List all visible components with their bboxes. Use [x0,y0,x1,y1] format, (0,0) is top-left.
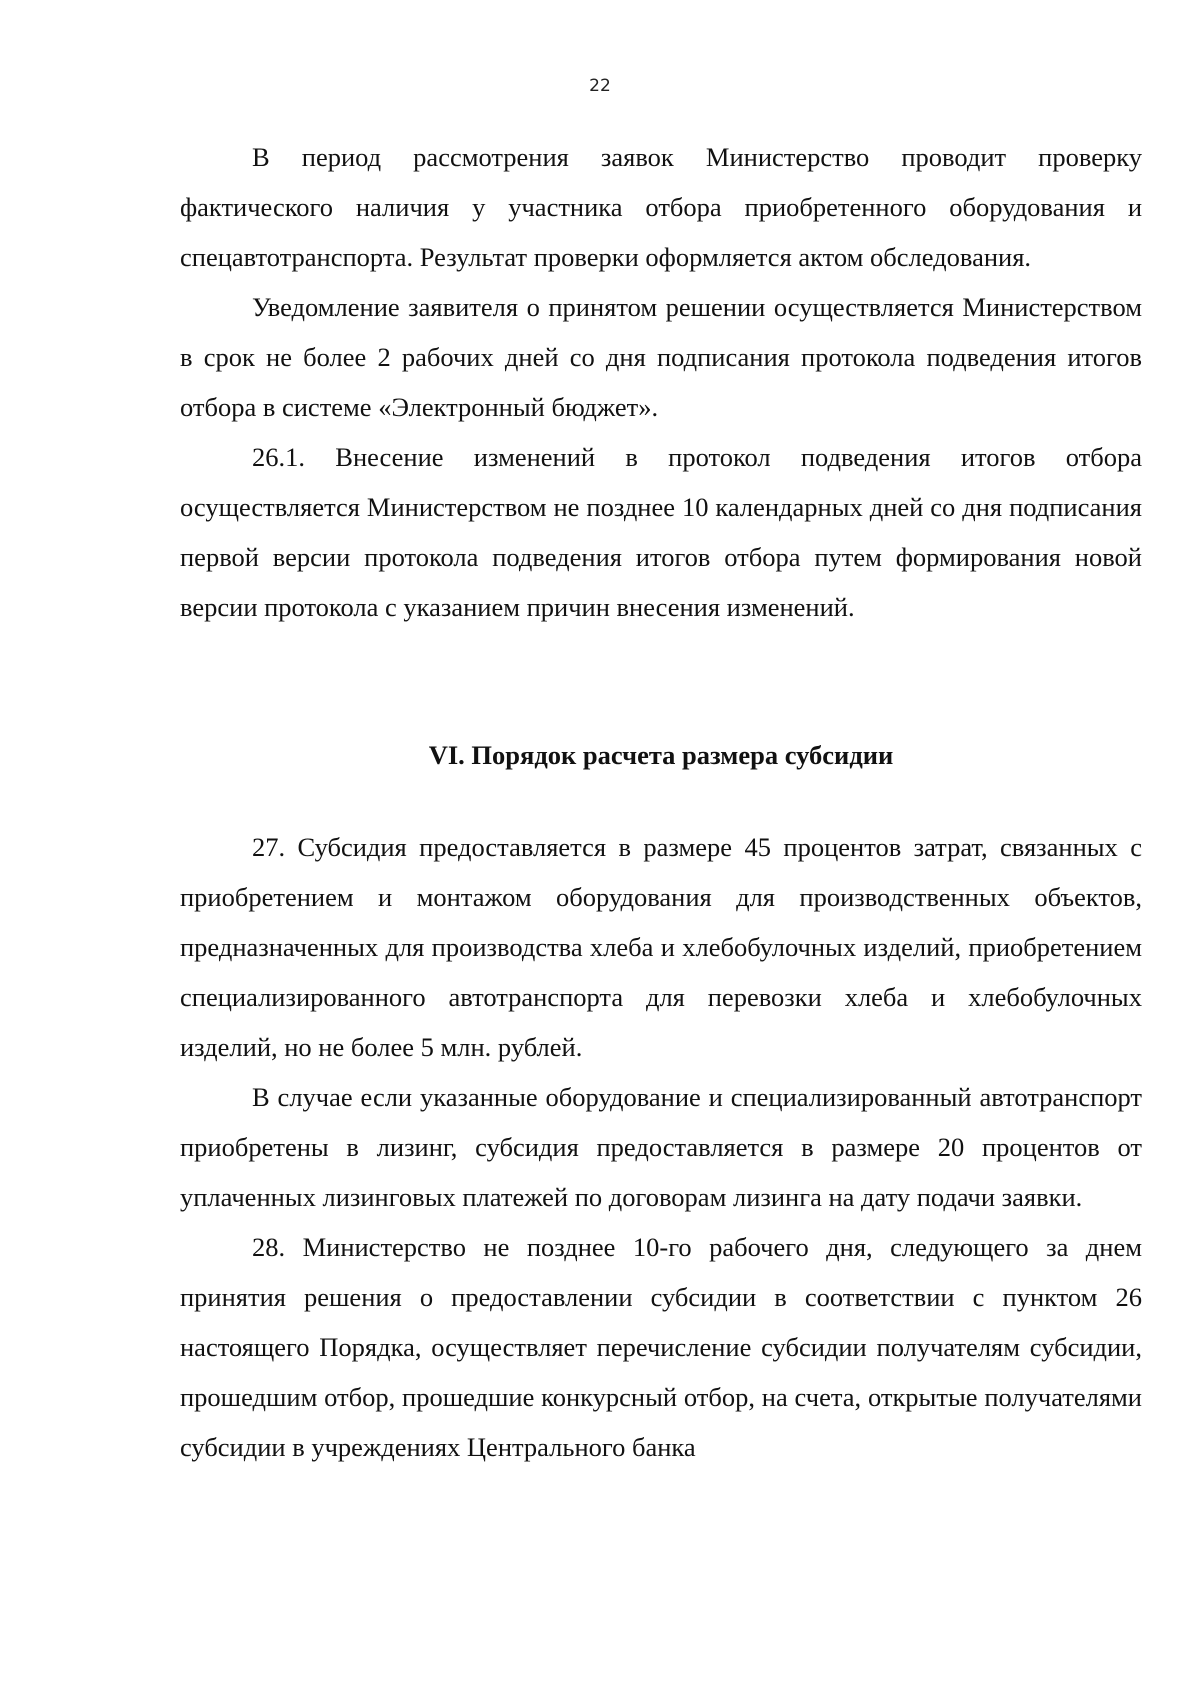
paragraph-27-subsidy-amount: 27. Субсидия предоставляется в размере 45 процентов затрат, связанных с приобретением и монтажом оборудования для производственных объектов, предназначенных для производства хлеба и хлебобулочных изделий, приобретением специализированного автотранспорта для перевозки хлеба и хлебобулочных изделий, но не более 5 млн. рублей. [180,832,1142,1062]
paragraph-28-subsidy-transfer: 28. Министерство не позднее 10-го рабочего дня, следующего за днем принятия решения о предоставлении субсидии в соответствии с пунктом 26 настоящего Порядка, осуществляет перечисление субсидии получателям субсидии, прошедшим отбор, прошедшие конкурсный отбор, на счета, открытые получателями субсидии в учреждениях Центрального банка [180,1232,1142,1462]
page-number: 22 [589,76,611,96]
paragraph-leasing-subsidy: В случае если указанные оборудование и специализированный автотранспорт приобретены в лизинг, субсидия предоставляется в размере 20 процентов от уплаченных лизинговых платежей по договорам лизинга на дату подачи заявки. [180,1082,1142,1212]
paragraph-26-1-protocol-changes: 26.1. Внесение изменений в протокол подведения итогов отбора осуществляется Министерством не позднее 10 календарных дней со дня подписания первой версии протокола подведения итогов отбора путем формирования новой версии протокола с указанием причин внесения изменений. [180,442,1142,622]
paragraph-review-period: В период рассмотрения заявок Министерство проводит проверку фактического наличия у участника отбора приобретенного оборудования и спецавтотранспорта. Результат проверки оформляется актом обследования. [180,142,1142,272]
text-block-before-section [180,132,1142,632]
paragraph-applicant-notification: Уведомление заявителя о принятом решении осуществляется Министерством в срок не более 2 рабочих дней со дня подписания протокола подведения итогов отбора в системе «Электронный бюджет». [180,292,1142,422]
text-block-after-section [180,822,1142,1472]
section-heading: VI. Порядок расчета размера субсидии [428,740,894,770]
